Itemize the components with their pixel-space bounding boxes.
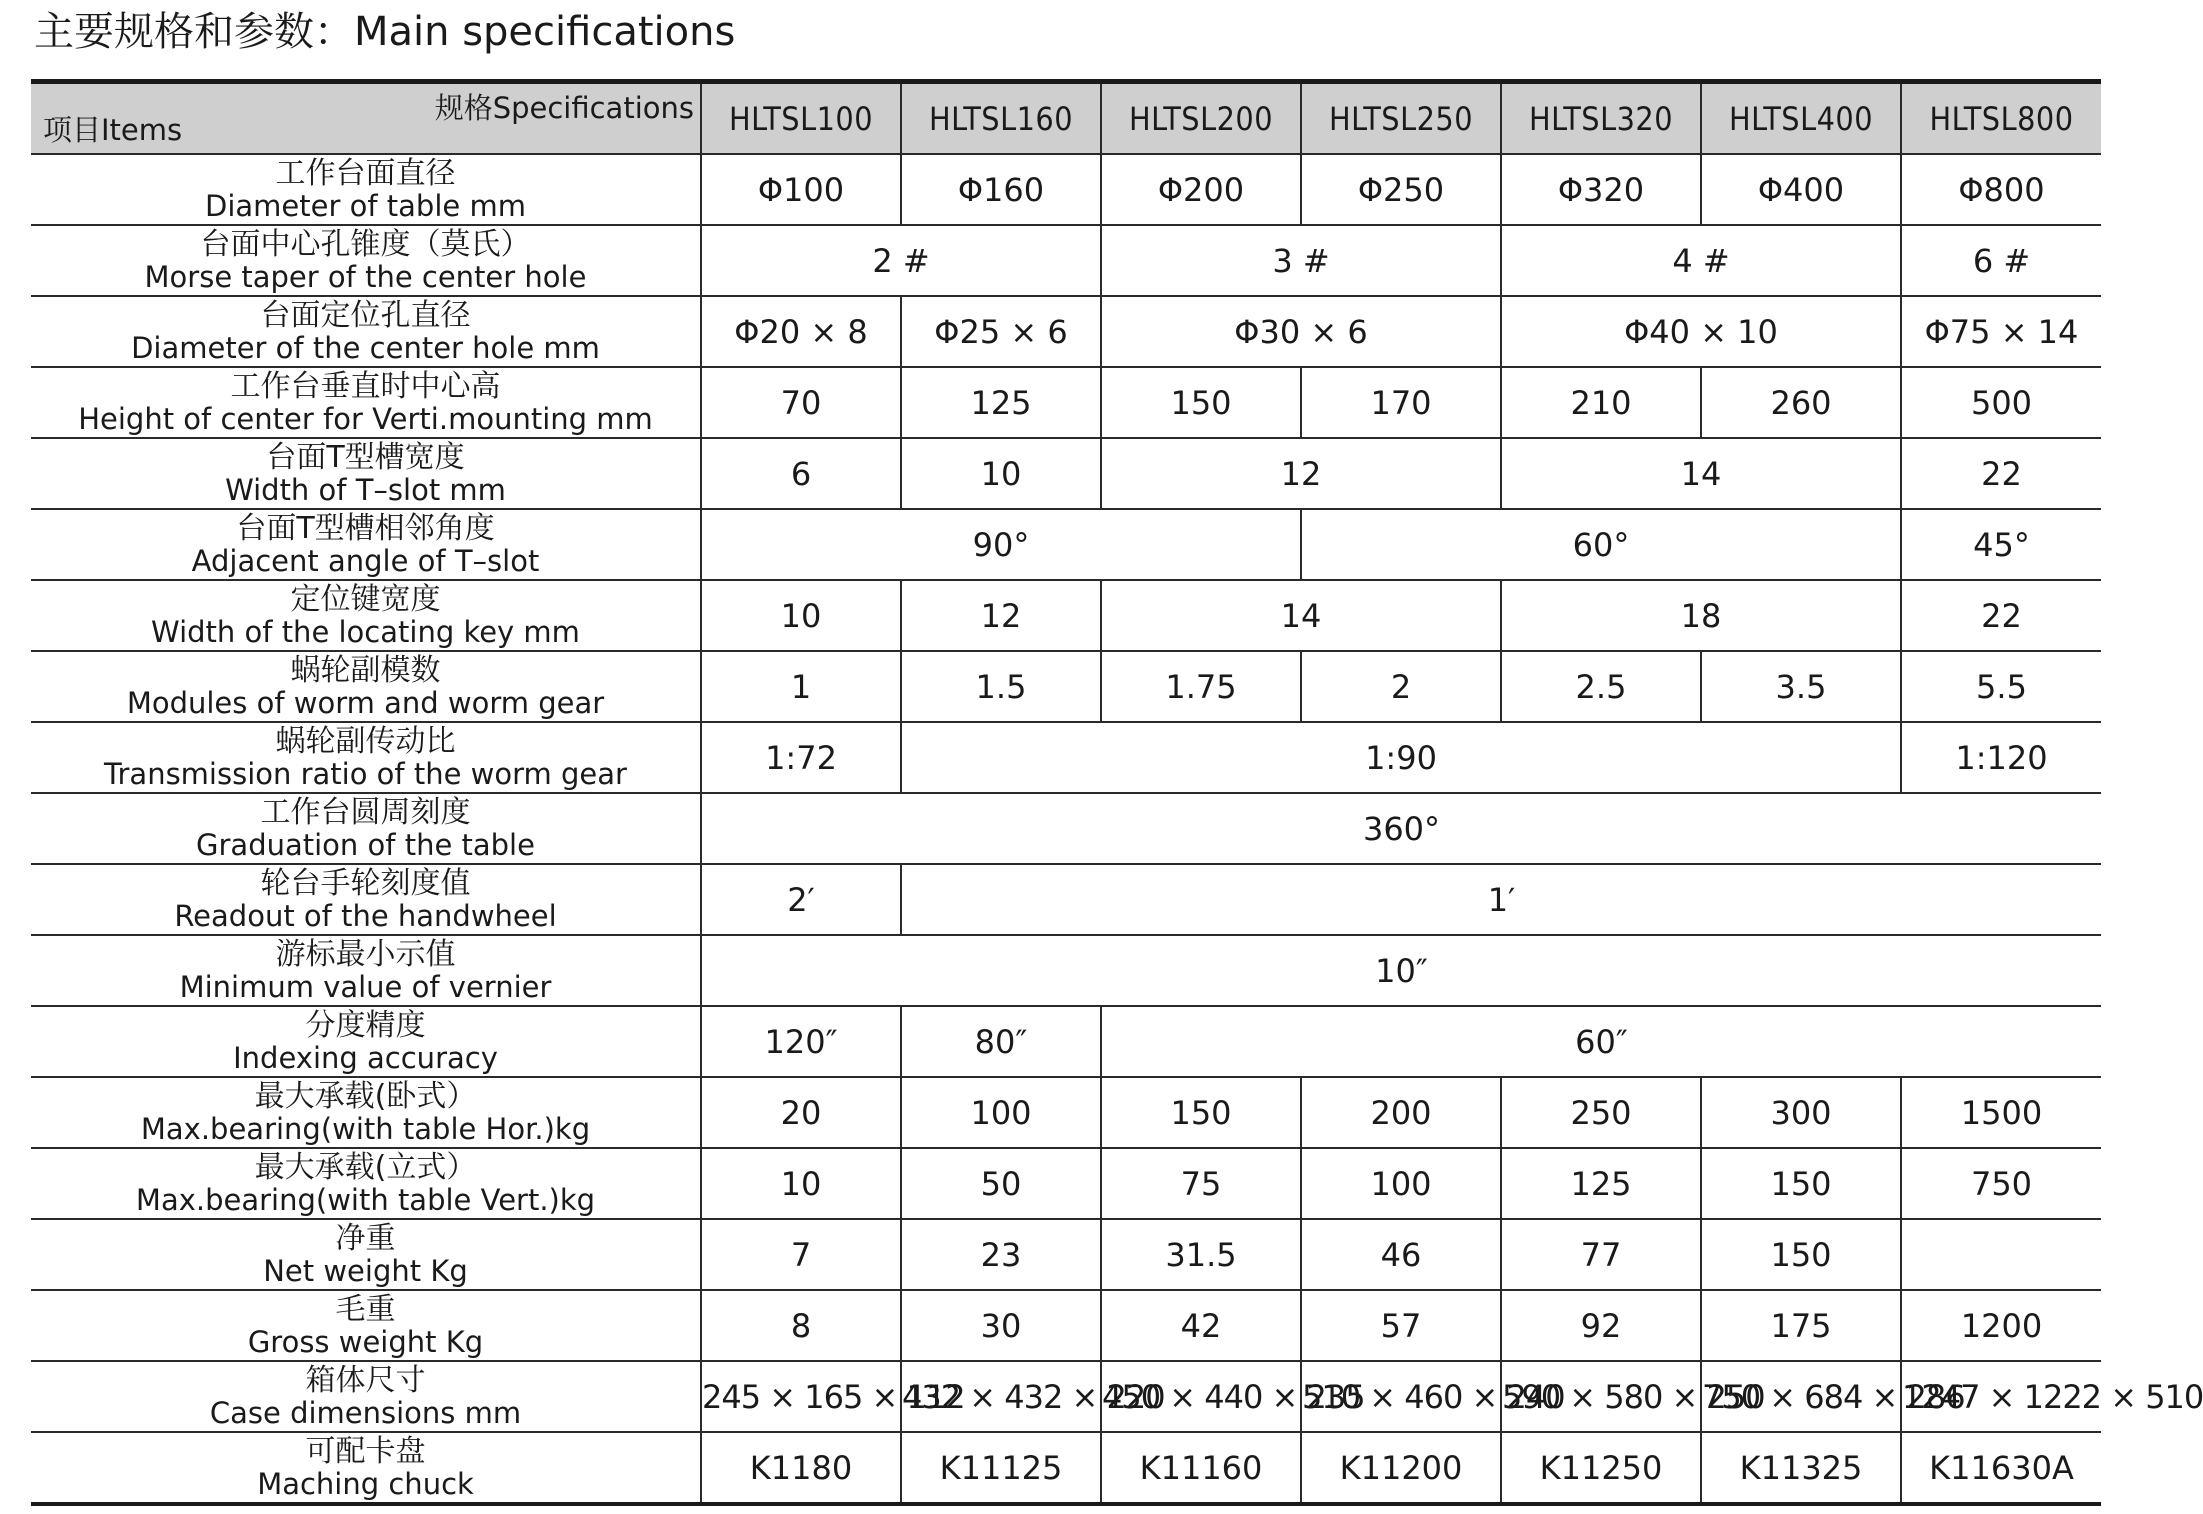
value-cell: 20: [701, 1077, 901, 1148]
table-row: [31, 722, 2101, 793]
table-row: [31, 438, 2101, 509]
item-name-zh: 工作台面直径: [275, 155, 456, 191]
table-row: [31, 1290, 2101, 1361]
value-cell: 60°: [1301, 509, 1901, 580]
item-name-en: Transmission ratio of the worm gear: [104, 756, 627, 791]
value-cell: 170: [1301, 367, 1501, 438]
value-cell: 210: [1501, 367, 1701, 438]
item-name-en: Minimum value of vernier: [179, 969, 552, 1004]
value-cell: 75: [1101, 1148, 1301, 1219]
value-cell: 300: [1701, 1077, 1901, 1148]
value-cell: 2: [1301, 651, 1501, 722]
value-cell: 14: [1101, 580, 1501, 651]
item-name-zh: 台面定位孔直径: [260, 297, 471, 333]
value-cell: 750: [1901, 1148, 2101, 1219]
table-row: [31, 154, 2101, 225]
value-cell: 1200: [1901, 1290, 2101, 1361]
value-cell: 8: [701, 1290, 901, 1361]
item-label-cell: [31, 367, 701, 438]
item-label-cell: [31, 1077, 701, 1148]
table-row: [31, 793, 2101, 864]
value-cell: 23: [901, 1219, 1101, 1290]
value-cell: Φ25 × 6: [901, 296, 1101, 367]
value-cell: 150: [1101, 367, 1301, 438]
value-cell: 250: [1501, 1077, 1701, 1148]
item-name-en: Width of the locating key mm: [151, 614, 580, 649]
value-cell: K11250: [1501, 1432, 1701, 1504]
value-cell: K11325: [1701, 1432, 1901, 1504]
item-label-cell: [31, 1006, 701, 1077]
value-cell: 150: [1101, 1077, 1301, 1148]
item-name-zh: 游标最小示值: [275, 936, 456, 972]
value-cell: 4 #: [1501, 225, 1901, 296]
value-cell: 10: [701, 580, 901, 651]
value-cell: 6: [701, 438, 901, 509]
value-cell: 450 × 440 × 235: [1101, 1361, 1301, 1432]
value-cell: 90°: [701, 509, 1301, 580]
item-name-zh: 台面T型槽宽度: [266, 439, 465, 475]
value-cell: 245 × 165 × 112: [701, 1361, 901, 1432]
header-row: [31, 82, 2101, 155]
value-cell: 175: [1701, 1290, 1901, 1361]
item-label-cell: [31, 1290, 701, 1361]
specifications-table: [31, 79, 2203, 1506]
item-name-zh: 蜗轮副传动比: [275, 723, 456, 759]
model-header: HLTSL250: [1301, 82, 1501, 155]
value-cell: K11125: [901, 1432, 1101, 1504]
value-cell: 750 × 684 × 286: [1701, 1361, 1901, 1432]
value-cell: Φ100: [701, 154, 901, 225]
value-cell: Φ20 × 8: [701, 296, 901, 367]
value-cell: 1.75: [1101, 651, 1301, 722]
value-cell: 150: [1701, 1148, 1901, 1219]
value-cell: 5.5: [1901, 651, 2101, 722]
item-name-zh: 毛重: [335, 1291, 396, 1327]
table-row: [31, 225, 2101, 296]
page-title: 主要规格和参数：Main specifications: [34, 9, 736, 55]
value-cell: 510 × 460 × 240: [1301, 1361, 1501, 1432]
item-label-cell: [31, 722, 701, 793]
value-cell: 1: [701, 651, 901, 722]
value-cell: 57: [1301, 1290, 1501, 1361]
item-name-en: Gross weight Kg: [247, 1324, 484, 1359]
value-cell: 10: [701, 1148, 901, 1219]
model-header: HLTSL160: [901, 82, 1101, 155]
table-row: [31, 296, 2101, 367]
header-corner-cell: [31, 82, 701, 155]
item-label-cell: [31, 1432, 701, 1504]
value-cell: Φ75 × 14: [1901, 296, 2101, 367]
value-cell: 10: [901, 438, 1101, 509]
value-cell: 22: [1901, 580, 2101, 651]
item-name-en: Max.bearing(with table Hor.)kg: [140, 1111, 591, 1146]
table-row: [31, 509, 2101, 580]
table-row: [31, 1432, 2101, 1504]
item-name-en: Graduation of the table: [196, 827, 535, 862]
table-row: [31, 1077, 2101, 1148]
value-cell: 125: [1501, 1148, 1701, 1219]
specifications-label: 规格Specifications: [434, 91, 694, 125]
value-cell: 7: [701, 1219, 901, 1290]
item-name-en: Diameter of the center hole mm: [131, 330, 600, 365]
value-cell: 18: [1501, 580, 1901, 651]
value-cell: 3.5: [1701, 651, 1901, 722]
item-label-cell: [31, 225, 701, 296]
value-cell: 2 #: [701, 225, 1101, 296]
item-name-en: Diameter of table mm: [205, 188, 526, 223]
item-label-cell: [31, 1148, 701, 1219]
item-label-cell: [31, 935, 701, 1006]
table-row: [31, 580, 2101, 651]
value-cell: Φ400: [1701, 154, 1901, 225]
value-cell: 360°: [701, 793, 2101, 864]
value-cell: 70: [701, 367, 901, 438]
value-cell: 2′: [701, 864, 901, 935]
item-label-cell: [31, 864, 701, 935]
table-row: [31, 864, 2101, 935]
table-row: [31, 1361, 2101, 1432]
value-cell: 125: [901, 367, 1101, 438]
item-name-zh: 最大承载(卧式）: [254, 1078, 477, 1114]
model-header: HLTSL800: [1901, 82, 2101, 155]
value-cell: 30: [901, 1290, 1101, 1361]
value-cell: Φ250: [1301, 154, 1501, 225]
item-name-en: Modules of worm and worm gear: [126, 685, 605, 720]
item-label-cell: [31, 580, 701, 651]
value-cell: 432 × 432 × 220: [901, 1361, 1101, 1432]
item-label-cell: [31, 651, 701, 722]
item-label-cell: [31, 509, 701, 580]
value-cell: Φ40 × 10: [1501, 296, 1901, 367]
item-name-zh: 工作台垂直时中心高: [230, 368, 501, 404]
value-cell: K11630A: [1901, 1432, 2101, 1504]
model-header: HLTSL320: [1501, 82, 1701, 155]
value-cell: 500: [1901, 367, 2101, 438]
item-name-en: Width of T–slot mm: [225, 472, 506, 507]
value-cell: 1.5: [901, 651, 1101, 722]
value-cell: 12: [1101, 438, 1501, 509]
item-name-zh: 工作台圆周刻度: [260, 794, 471, 830]
item-name-en: Max.bearing(with table Vert.)kg: [135, 1182, 596, 1217]
item-name-zh: 蜗轮副模数: [290, 652, 441, 688]
value-cell: 42: [1101, 1290, 1301, 1361]
value-cell: 45°: [1901, 509, 2101, 580]
value-cell: Φ800: [1901, 154, 2101, 225]
value-cell: 100: [901, 1077, 1101, 1148]
item-name-en: Maching chuck: [257, 1466, 474, 1501]
item-name-en: Height of center for Verti.mounting mm: [78, 401, 653, 436]
item-label-cell: [31, 154, 701, 225]
item-label-cell: [31, 438, 701, 509]
value-cell: 12: [901, 580, 1101, 651]
value-cell: 50: [901, 1148, 1101, 1219]
value-cell: 1:90: [901, 722, 1901, 793]
value-cell: 1247 × 1222 × 510: [1901, 1361, 2101, 1432]
value-cell: 100: [1301, 1148, 1501, 1219]
value-cell: 1:72: [701, 722, 901, 793]
value-cell: 1:120: [1901, 722, 2101, 793]
item-name-en: Net weight Kg: [263, 1253, 468, 1288]
item-name-zh: 最大承载(立式）: [254, 1149, 477, 1185]
item-label-cell: [31, 1361, 701, 1432]
value-cell: [1901, 1219, 2101, 1290]
table-body: [31, 154, 2203, 1504]
value-cell: 14: [1501, 438, 1901, 509]
item-name-zh: 台面T型槽相邻角度: [236, 510, 495, 546]
item-name-zh: 台面中心孔锥度（莫氏）: [200, 226, 531, 262]
item-name-zh: 分度精度: [305, 1007, 426, 1043]
value-cell: K1180: [701, 1432, 901, 1504]
table-row: [31, 367, 2101, 438]
value-cell: 1′: [901, 864, 2101, 935]
item-name-en: Readout of the handwheel: [174, 898, 557, 933]
value-cell: 590 × 580 × 250: [1501, 1361, 1701, 1432]
value-cell: 6 #: [1901, 225, 2101, 296]
value-cell: 2.5: [1501, 651, 1701, 722]
item-label-cell: [31, 1219, 701, 1290]
model-header: HLTSL100: [701, 82, 901, 155]
table-row: [31, 935, 2101, 1006]
value-cell: 60″: [1101, 1006, 2101, 1077]
value-cell: 31.5: [1101, 1219, 1301, 1290]
table-row: [31, 1148, 2101, 1219]
items-label: 项目Items: [43, 113, 183, 147]
item-name-en: Morse taper of the center hole: [144, 259, 587, 294]
table-row: [31, 651, 2101, 722]
value-cell: 200: [1301, 1077, 1501, 1148]
item-label-cell: [31, 793, 701, 864]
value-cell: 22: [1901, 438, 2101, 509]
value-cell: 1500: [1901, 1077, 2101, 1148]
table-row: [31, 1006, 2101, 1077]
item-label-cell: [31, 296, 701, 367]
value-cell: 80″: [901, 1006, 1101, 1077]
value-cell: 120″: [701, 1006, 901, 1077]
value-cell: 10″: [701, 935, 2101, 1006]
table-row: [31, 1219, 2101, 1290]
value-cell: 77: [1501, 1219, 1701, 1290]
item-name-zh: 轮台手轮刻度值: [260, 865, 471, 901]
model-header: HLTSL200: [1101, 82, 1301, 155]
item-name-zh: 可配卡盘: [305, 1433, 426, 1469]
value-cell: 46: [1301, 1219, 1501, 1290]
value-cell: 3 #: [1101, 225, 1501, 296]
value-cell: Φ160: [901, 154, 1101, 225]
value-cell: 150: [1701, 1219, 1901, 1290]
model-header: HLTSL400: [1701, 82, 1901, 155]
item-name-en: Adjacent angle of T–slot: [191, 543, 540, 578]
value-cell: 260: [1701, 367, 1901, 438]
item-name-zh: 净重: [335, 1220, 396, 1256]
item-name-en: Indexing accuracy: [233, 1040, 498, 1075]
item-name-zh: 定位键宽度: [290, 581, 441, 617]
item-name-zh: 箱体尺寸: [305, 1362, 426, 1398]
value-cell: 92: [1501, 1290, 1701, 1361]
value-cell: Φ30 × 6: [1101, 296, 1501, 367]
item-name-en: Case dimensions mm: [209, 1395, 522, 1430]
value-cell: K11160: [1101, 1432, 1301, 1504]
value-cell: Φ320: [1501, 154, 1701, 225]
value-cell: Φ200: [1101, 154, 1301, 225]
value-cell: K11200: [1301, 1432, 1501, 1504]
